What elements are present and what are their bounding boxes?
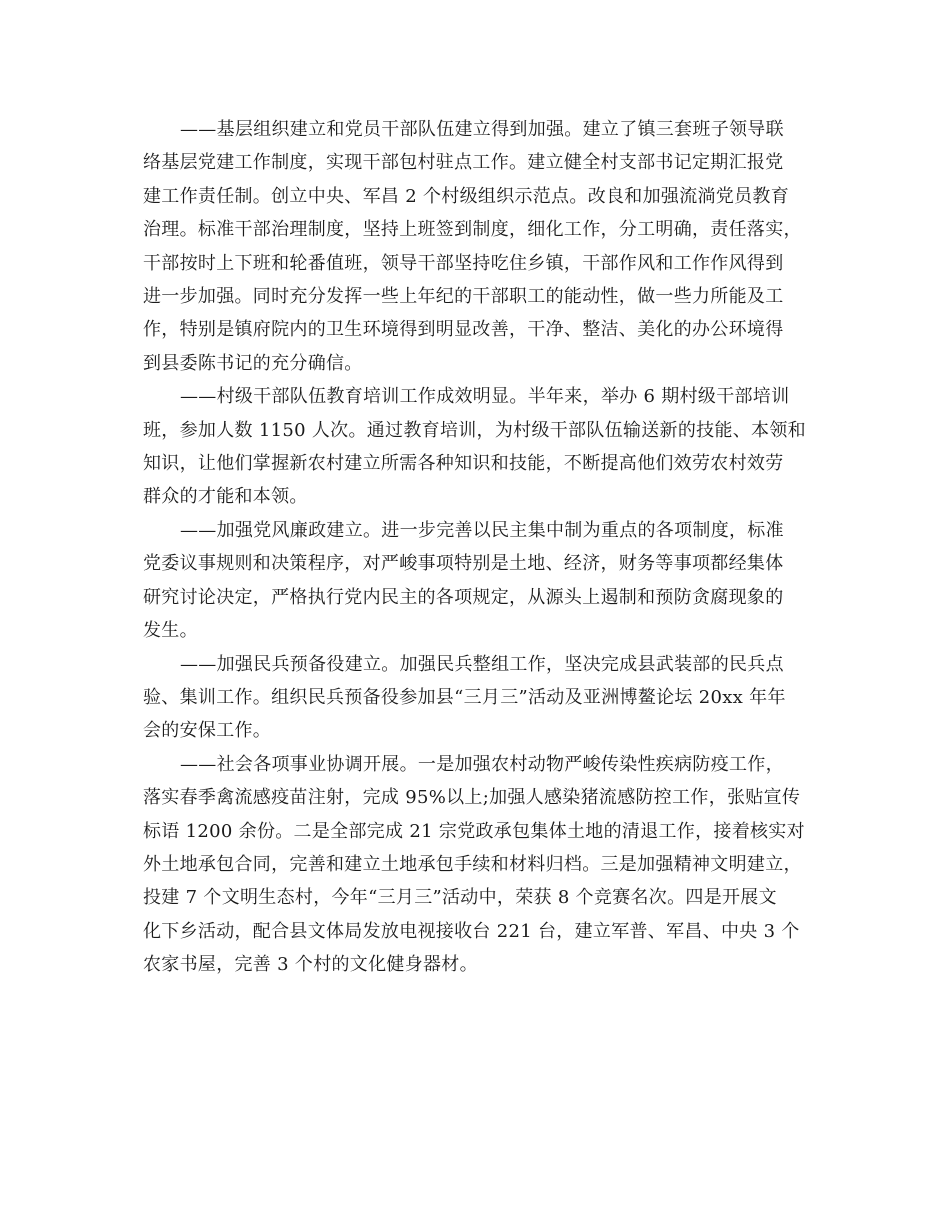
text-line: 落实春季禽流感疫苗注射，完成 95%以上;加强人感染猪流感防控工作，张贴宣传 [143,787,801,809]
text-line: 络基层党建工作制度，实现干部包村驻点工作。建立健全村支部书记定期汇报党 [143,152,784,174]
document-page [143,113,807,982]
text-line: 作，特别是镇府院内的卫生环境得到明显改善，干净、整洁、美化的办公环境得 [143,319,784,341]
text-line: ——加强民兵预备役建立。加强民兵整组工作，坚决完成县武装部的民兵点 [180,653,784,675]
text-line: 研究讨论决定，严格执行党内民主的各项规定，从源头上遏制和预防贪腐现象的 [143,586,784,608]
text-line: 外土地承包合同，完善和建立土地承包手续和材料归档。三是加强精神文明建立， [143,853,802,875]
text-line: 验、集训工作。组织民兵预备役参加县“三月三”活动及亚洲博鳌论坛 20xx 年年 [143,686,786,708]
text-line: 会的安保工作。 [143,720,272,742]
text-line: ——村级干部队伍教育培训工作成效明显。半年来，举办 6 期村级干部培训 [180,386,790,408]
text-line: ——基层组织建立和党员干部队伍建立得到加强。建立了镇三套班子领导联 [180,119,784,140]
text-line: 农家书屋，完善 3 个村的文化健身器材。 [143,954,478,976]
text-line: 化下乡活动，配合县文体局发放电视接收台 221 台，建立军普、军昌、中央 3 个 [143,920,800,942]
text-line: 进一步加强。同时充分发挥一些上年纪的干部职工的能动性，做一些力所能及工 [143,286,784,308]
text-line: 标语 1200 余份。二是全部完成 21 宗党政承包集体土地的清退工作，接着核实对 [143,820,805,842]
text-line: 干部按时上下班和轮番值班，领导干部坚持吃住乡镇，干部作风和工作作风得到 [143,252,784,274]
text-line: 治理。标准干部治理制度，坚持上班签到制度，细化工作，分工明确，责任落实， [143,219,802,241]
text-line: 到县委陈书记的充分确信。 [143,352,363,374]
text-line: ——社会各项事业协调开展。一是加强农村动物严峻传染性疾病防疫工作， [180,753,784,775]
text-line: 班，参加人数 1150 人次。通过教育培训，为村级干部队伍输送新的技能、本领和 [143,419,806,441]
paragraph-training [143,380,807,514]
text-line: 建工作责任制。创立中央、军昌 2 个村级组织示范点。改良和加强流淌党员教育 [143,185,789,207]
text-line: ——加强党风廉政建立。进一步完善以民主集中制为重点的各项制度，标准 [180,519,784,541]
text-line: 党委议事规则和决策程序，对严峻事项特别是土地、经济，财务等事项都经集体 [143,553,784,575]
paragraph-social [143,748,807,982]
paragraph-militia [143,648,807,748]
paragraph-organization [143,113,807,380]
text-line: 发生。 [143,620,198,642]
text-line: 群众的才能和本领。 [143,486,308,508]
text-line: 投建 7 个文明生态村，今年“三月三”活动中，荣获 8 个竞赛名次。四是开展文 [143,887,777,909]
text-line: 知识，让他们掌握新农村建立所需各种知识和技能，不断提高他们效劳农村效劳 [143,453,784,475]
paragraph-integrity [143,514,807,648]
